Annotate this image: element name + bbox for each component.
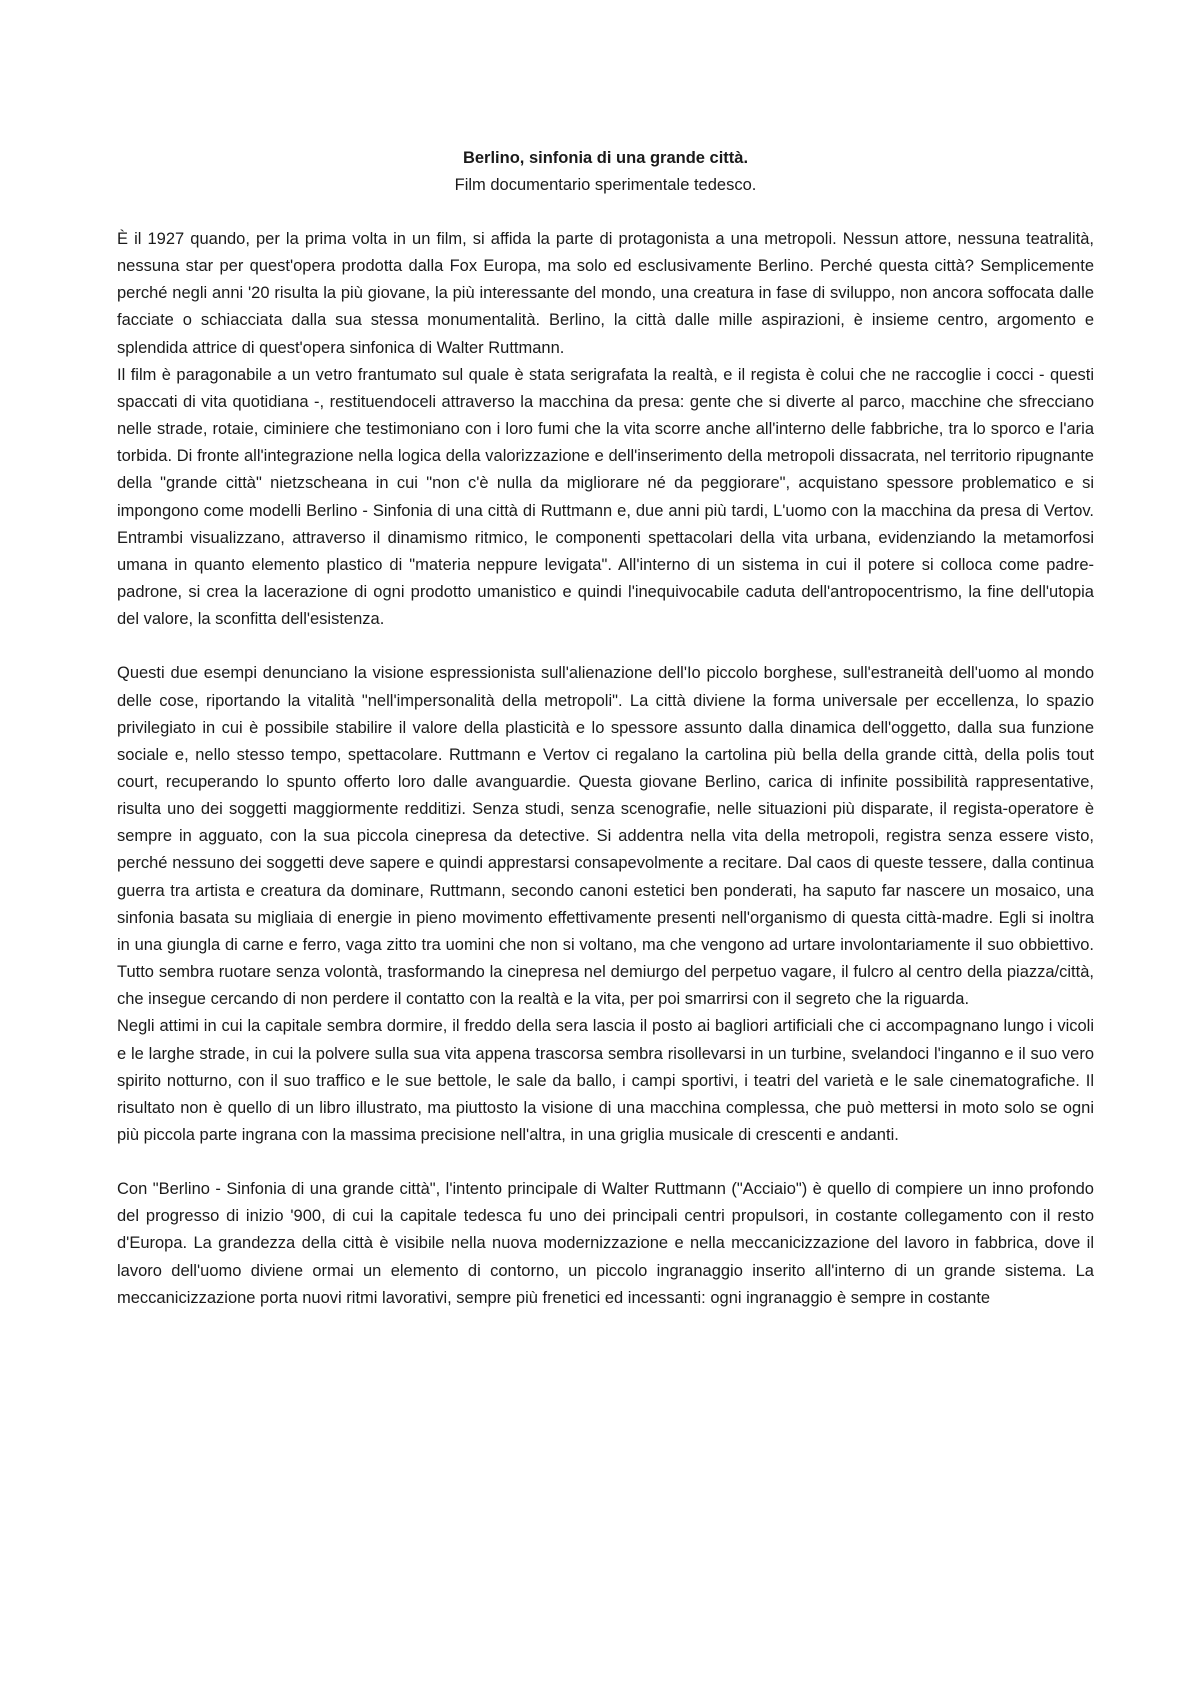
paragraph-two-examples: Questi due esempi denunciano la visione espressionista sull'alienazione dell'Io piccolo borghese, sull'estraneità dell'uomo al mondo delle cose, riportando la vitalità "nell'impersonalità della metropoli". La città diviene la forma universale per eccellenza, lo spazio privilegiato in cui è possibile stabilire il valore della plasticità e lo spessore assunto dalla dinamica dell'oggetto, dalla sua funzione sociale e, nello stesso tempo, spettacolare. Ruttmann e Vertov ci regalano la cartolina più bella della grande città, della polis tout court, recuperando lo spunto offerto loro dalle avanguardie. Questa giovane Berlino, carica di infinite possibilità rappresentative, risulta uno dei soggetti maggiormente redditizi. Senza studi, senza scenografie, nelle situazioni più disparate, il regista-operatore è sempre in agguato, con la sua piccola cinepresa da detective. Si addentra nella vita della metropoli, registra senza essere visto, perché nessuno dei soggetti deve sapere e quindi apprestarsi consapevolmente a recitare. Dal caos di queste tessere, dalla continua guerra tra artista e creatura da dominare, Ruttmann, secondo canoni estetici ben ponderati, ha saputo far nascere un mosaico, una sinfonia basata su migliaia di energie in pieno movimento effettivamente presenti nell'organismo di questa città-madre. Egli si inoltra in una giungla di carne e ferro, vaga zitto tra uomini che non si voltano, ma che vengono ad urtare involontariamente il suo obbiettivo. Tutto sembra ruotare senza volontà, trasformando la cinepresa nel demiurgo del perpetuo vagare, il fulcro al centro della piazza/città, che insegue cercando di non perdere il contatto con la realtà e la vita, per poi smarrirsi con il segreto che la riguarda. bbox=[117, 664, 1094, 1009]
paragraph-film-glass: Il film è paragonabile a un vetro frantumato sul quale è stata serigrafata la realtà, e il regista è colui che ne raccoglie i cocci - questi spaccati di vita quotidiana -, restituendoceli attraverso la macchina da presa: gente che si diverte al parco, macchine che sfrecciano nelle strade, rotaie, ciminiere che testimoniano con i loro fumi che la vita scorre anche all'interno delle fabbriche, tra lo sporco e l'aria torbida. Di fronte all'integrazione nella logica della valorizzazione e dell'inserimento della metropoli dissacrata, nel territorio ripugnante della "grande città" nietzscheana in cui "non c'è nulla da migliorare né da peggiorare", acquistano spessore problematico e si impongono come modelli Berlino - Sinfonia di una città di Ruttmann e, due anni più tardi, L'uomo con la macchina da presa di Vertov. Entrambi visualizzano, attraverso il dinamismo ritmico, le componenti spettacolari della vita urbana, evidenziando la metamorfosi umana in quanto elemento plastico di "materia neppure levigata". All'interno di un sistema in cui il potere si colloca come padre-padrone, si crea la lacerazione di ogni prodotto umanistico e quindi l'inequivocabile caduta dell'antropocentrismo, la fine dell'utopia del valore, la sconfitta dell'esistenza. bbox=[117, 365, 1094, 629]
document-subtitle: Film documentario sperimentale tedesco. bbox=[454, 176, 757, 194]
document-title: Berlino, sinfonia di una grande città. bbox=[462, 149, 749, 167]
paragraph-night-capital: Negli attimi in cui la capitale sembra dormire, il freddo della sera lascia il posto ai bagliori artificiali che ci accompagnano lungo i vicoli e le larghe strade, in cui la polvere sulla sua vita appena trascorsa sembra risollevarsi in un turbine, svelandoci l'inganno e il suo vero spirito notturno, con il suo traffico e le sue bettole, le sale da ballo, i campi sportivi, i teatri del varietà e le sale cinematografiche. Il risultato non è quello di un libro illustrato, ma piuttosto la visione di una macchina complessa, che può mettersi in moto solo se ogni più piccola parte ingrana con la massima precisione nell'altra, in una griglia musicale di crescenti e andanti. bbox=[117, 1017, 1094, 1144]
paragraph-intro: È il 1927 quando, per la prima volta in un film, si affida la parte di protagonista a una metropoli. Nessun attore, nessuna teatralità, nessuna star per quest'opera prodotta dalla Fox Europa, ma solo ed esclusivamente Berlino. Perché questa città? Semplicemente perché negli anni '20 risulta la più giovane, la più interessante del mondo, una creatura in fase di sviluppo, non ancora soffocata dalle facciate o schiacciata dalla sua stessa monumentalità. Berlino, la città dalle mille aspirazioni, è insieme centro, argomento e splendida attrice di quest'opera sinfonica di Walter Ruttmann. bbox=[117, 230, 1094, 357]
paragraph-ruttmann-intent: Con "Berlino - Sinfonia di una grande città", l'intento principale di Walter Ruttmann ("Acciaio") è quello di compiere un inno profondo del progresso di inizio '900, di cui la capitale tedesca fu uno dei principali centri propulsori, in costante collegamento con il resto d'Europa. La grandezza della città è visibile nella nuova modernizzazione e nella meccanicizzazione del lavoro in fabbrica, dove il lavoro dell'uomo diviene ormai un elemento di contorno, un piccolo ingranaggio inserito all'interno di un grande sistema. La meccanicizzazione porta nuovi ritmi lavorativi, sempre più frenetici ed incessanti: ogni ingranaggio è sempre in costante bbox=[117, 1180, 1094, 1307]
document-body bbox=[117, 145, 1094, 1312]
